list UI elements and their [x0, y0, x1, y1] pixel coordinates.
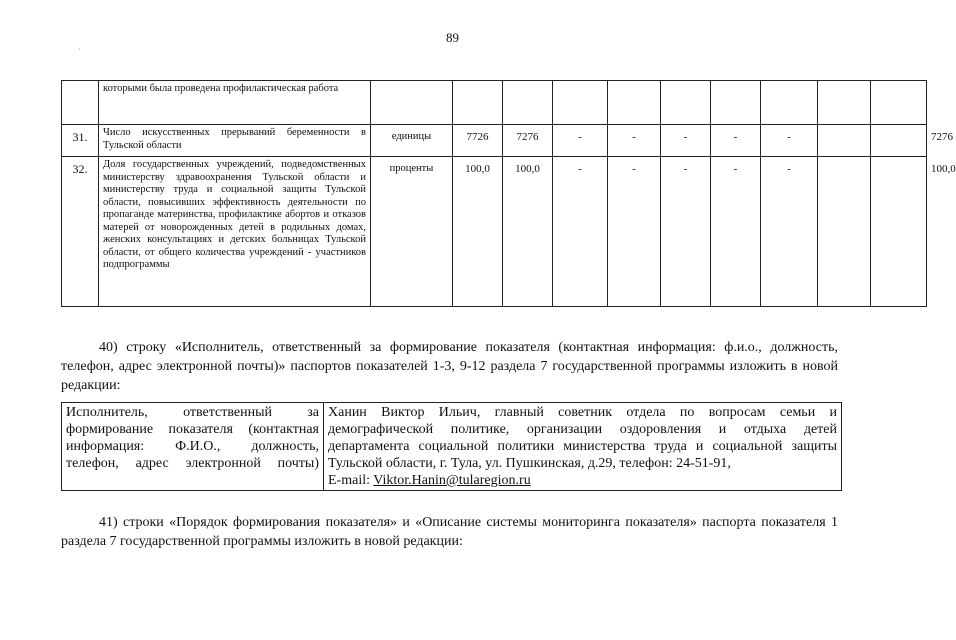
email-link[interactable]: Viktor.Hanin@tularegion.ru: [373, 473, 531, 488]
executor-line: Ханин Виктор Ильич, главный советник отдела по вопросам семьи и: [328, 405, 837, 420]
row-description: Доля государственных учреждений, подведомственных министерству здравоохранения Тульской области и министерству труда и социальной защиты Тульской области, повысивших эффективность деятельности по пропаганде материнства, профилактике абортов и отказов матерей от новорожденных детей в родильных домах, женских консультациях и детских больницах Тульской области, от общего количества учреждений - участников подпрограммы: [99, 157, 371, 307]
paragraph-40: 40) строку «Исполнитель, ответственный за формирование показателя (контактная информация: ф.и.о., должность, телефон, адрес электронной почты)» паспортов показателей 1-3, 9-12 раздела 7 государственной программы изложить в новой редакции:: [61, 340, 838, 393]
executor-table: [61, 402, 842, 491]
row-value: [871, 125, 927, 157]
row-value: 7726: [453, 125, 503, 157]
scan-mark: ·: [78, 45, 81, 54]
row-value: [453, 81, 503, 125]
indicator-table: [61, 80, 956, 307]
row-number: [62, 81, 99, 125]
table-row: [62, 81, 927, 125]
row-value: -: [661, 157, 711, 307]
row-value: [818, 81, 871, 125]
row-value: [503, 81, 553, 125]
executor-value: [324, 403, 842, 491]
row-value: -: [608, 157, 661, 307]
row-value: [608, 81, 661, 125]
row-value: -: [711, 157, 761, 307]
row-value: -: [761, 125, 818, 157]
row-value: -: [553, 157, 608, 307]
row-number: 32.: [62, 157, 99, 307]
row-value: -: [761, 157, 818, 307]
table-row: 32. Доля государственных учреждений, подведомственных министерству здравоохранения Тульской области и министерству труда и социальной защиты Тульской области, повысивших эффективность деятельности по пропаганде материнства, профилактике абортов и отказов матерей от новорожденных детей в родильных домах, женских консультациях и детских больницах Тульской области, от общего количества учреждений - участников подпрограммы проценты 100,0 100,0 - - - - - 100,0: [62, 157, 927, 307]
executor-label: Исполнитель, ответственный за формирование показателя (контактная информация: Ф.И.О., должность, телефон, адрес электронной почты): [62, 403, 324, 491]
executor-email-line: E-mail: Viktor.Hanin@tularegion.ru: [328, 473, 531, 488]
executor-line: департамента социальной политики министерства труда и социальной защиты: [328, 439, 837, 454]
paragraph-41: 41) строки «Порядок формирования показателя» и «Описание системы мониторинга показателя» паспорта показателя 1 раздела 7 государственной программы изложить в новой редакции:: [61, 515, 838, 549]
table-row: 31. Число искусственных прерываний беременности в Тульской области единицы 7726 7276 - - - - - 7276: [62, 125, 927, 157]
row-value: -: [661, 125, 711, 157]
row-unit: проценты: [371, 157, 453, 307]
executor-line: Тульской области, г. Тула, ул. Пушкинская, д.29, телефон: 24-51-91,: [328, 456, 731, 471]
row-value: [818, 157, 871, 307]
executor-row: [62, 403, 842, 491]
row-value: [661, 81, 711, 125]
row-value: -: [711, 125, 761, 157]
row-value: [818, 125, 871, 157]
row-value: 7276: [503, 125, 553, 157]
row-unit: единицы: [371, 125, 453, 157]
row-value: [871, 157, 927, 307]
row-value: [711, 81, 761, 125]
row-value: [871, 81, 927, 125]
row-unit: [371, 81, 453, 125]
row-value: -: [608, 125, 661, 157]
row-value: -: [553, 125, 608, 157]
page-number: 89: [446, 30, 459, 45]
executor-line: демографической политике, организации оздоровления и отдыха детей: [328, 422, 837, 437]
row-description: которыми была проведена профилактическая работа: [99, 81, 371, 125]
row-number: 31.: [62, 125, 99, 157]
row-value: [761, 81, 818, 125]
row-value: 100,0: [453, 157, 503, 307]
row-value: [553, 81, 608, 125]
row-description: Число искусственных прерываний беременности в Тульской области: [99, 125, 371, 157]
row-value: 100,0: [503, 157, 553, 307]
